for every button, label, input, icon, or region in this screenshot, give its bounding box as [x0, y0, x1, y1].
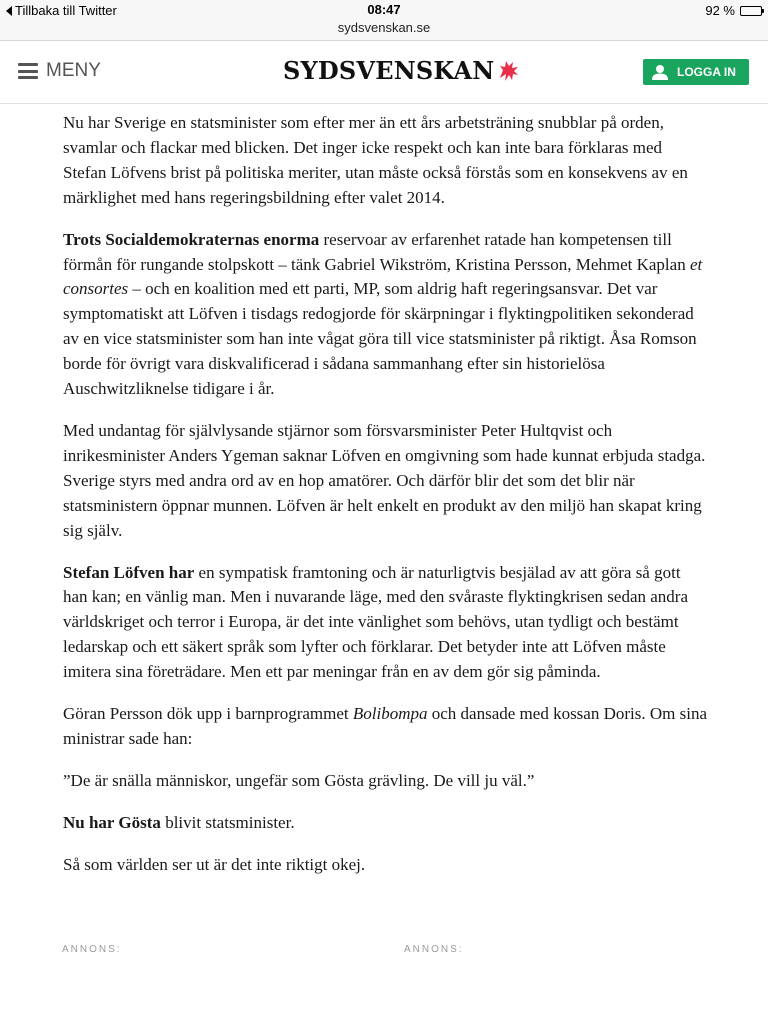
user-icon: [651, 64, 669, 80]
paragraph: Göran Persson dök upp i barnprogrammet Bolibompa och dansade med kossan Doris. Om sina ministrar sade han:: [63, 704, 708, 748]
battery-indicator: [705, 3, 762, 18]
clock: 08:47: [367, 2, 401, 17]
ad-label-left: ANNONS:: [62, 944, 122, 955]
url-bar[interactable]: sydsvenskan.se: [337, 20, 431, 35]
griffin-icon: [497, 58, 521, 84]
ad-label-right: ANNONS:: [404, 944, 464, 955]
menu-label: MENY: [46, 60, 101, 81]
battery-icon: [740, 6, 762, 16]
battery-percent: 92 %: [705, 3, 735, 18]
site-logo[interactable]: [283, 56, 521, 85]
menu-button[interactable]: [18, 60, 101, 82]
quote-paragraph: ”De är snälla människor, ungefär som Gösta grävling. De vill ju väl.”: [63, 770, 535, 790]
paragraph: Med undantag för självlysande stjärnor som försvarsminister Peter Hultqvist och inrikesminister Anders Ygeman saknar Löfven en omgivning som hade kunnat erbjuda stadga. Sverige styrs med andra ord av en hop amatörer. Och därför blir det som det blir när statsministern öppnar munnen. Löfven är helt enkelt en produkt av den miljö han skapat kring sig själv.: [63, 420, 706, 540]
back-label: Tillbaka till Twitter: [15, 3, 117, 18]
hamburger-icon: [18, 63, 38, 79]
logo-text: SYDSVENSKAN: [283, 56, 495, 85]
status-bar: [0, 0, 768, 41]
paragraph: Stefan Löfven har en sympatisk framtoning och är naturligtvis besjälad av att göra så gott han kan; en vänlig man. Men i nuvarande läge, med den svåraste flyktingkrisen sedan andra världskriget och terror i Europa, är det inte vänlighet som behövs, utan tydligt och bestämt ledarskap och ett säkert språk som lyfter och förklarar. Det betyder inte att Löfven måste imitera sina företrädare. Men ett par meningar från en av dem gör sig påminda.: [63, 562, 689, 682]
paragraph: Nu har Gösta blivit statsminister.: [63, 812, 295, 832]
paragraph: Så som världen ser ut är det inte riktigt okej.: [63, 854, 366, 874]
article-body: [63, 111, 708, 895]
paragraph: Nu har Sverige en statsminister som efter mer än ett års arbetsträning snubblar på orden, svamlar och flackar med blicken. Det inger icke respekt och kan inte bara förklaras med Stefan Löfvens brist på politiska meriter, utan måste också förstås som en konsekvens av en märklighet med hans regeringsbildning efter valet 2014.: [63, 113, 688, 207]
paragraph: Trots Socialdemokraternas enorma reservoar av erfarenhet ratade han kompetensen till förmån för rungande stolpskott – tänk Gabriel Wikström, Kristina Persson, Mehmet Kaplan et consortes – och en koalition med ett parti, MP, som aldrig haft regeringsansvar. Det var symptomatiskt att Löfven i tisdags redogjorde för skärpningar i flyktingpolitiken sekonderad av en vice statsminister som han inte vågat göra till vice statsminister på riktigt. Åsa Romson borde för övrigt vara diskvalificerad i sådana sammanhang efter sin historielösa Auschwitzliknelse tidigare i år.: [63, 229, 703, 399]
login-label: LOGGA IN: [677, 65, 736, 79]
login-button[interactable]: [643, 59, 749, 85]
